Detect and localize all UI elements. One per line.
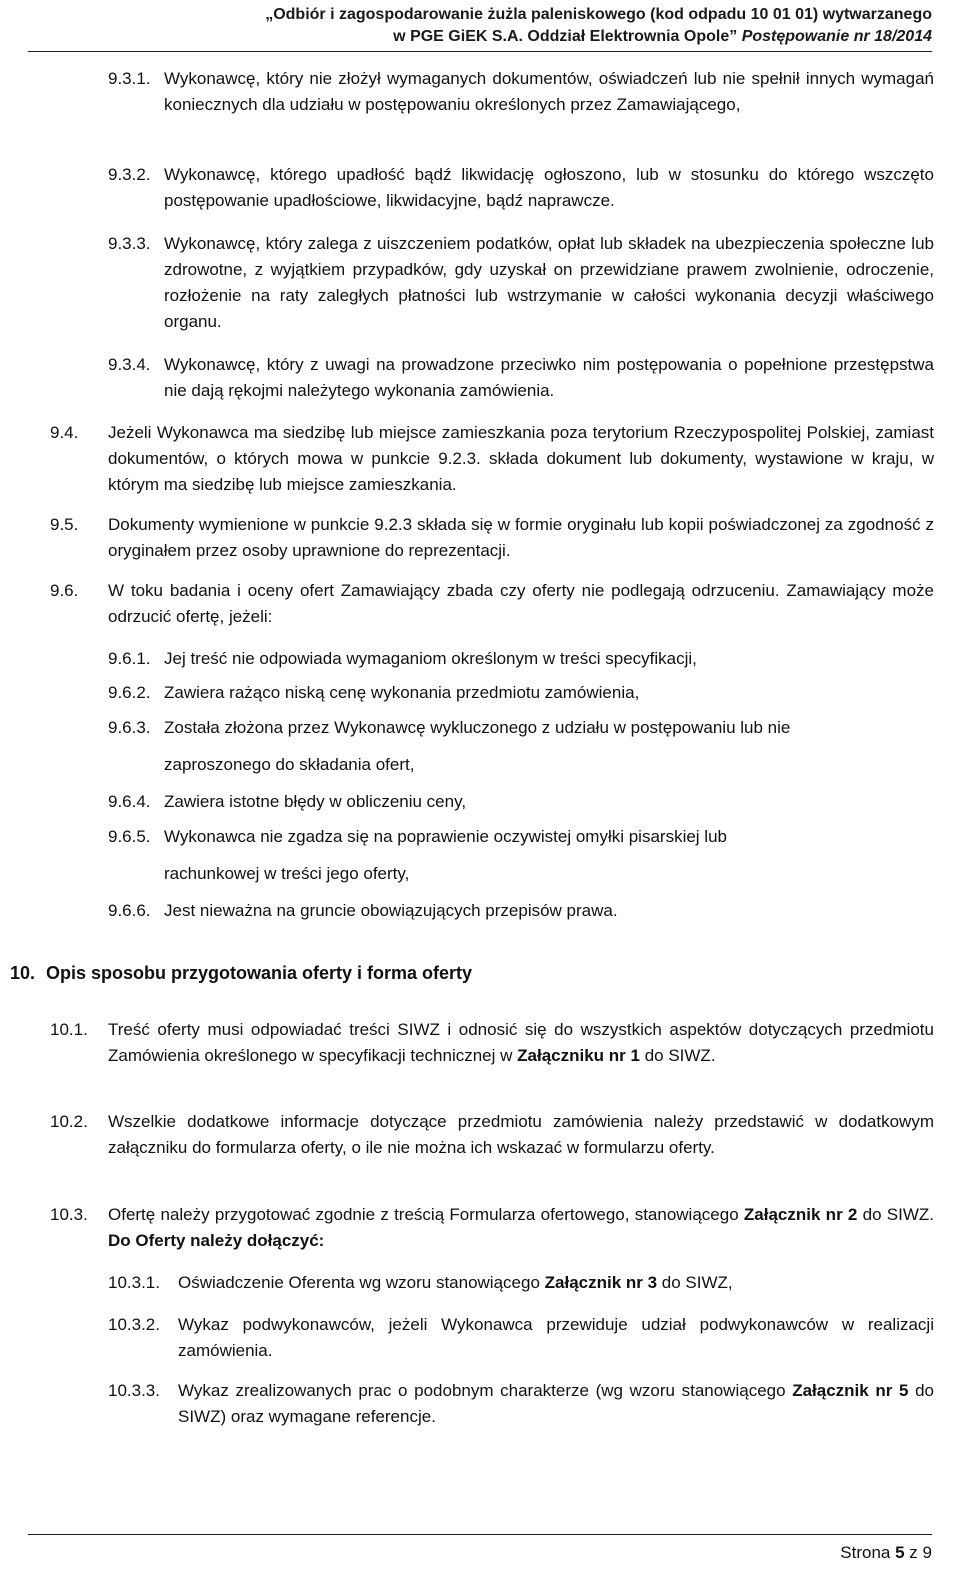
item-text-9-6-1: Jej treść nie odpowiada wymaganiom określonym w treści specyfikacji, [164,649,697,668]
item-number-10-1: 10.1. [50,1020,88,1039]
item-number-9-6: 9.6. [50,581,79,600]
item-number-9-3-1: 9.3.1. [108,69,151,88]
item-number-10-3-3: 10.3.3. [108,1381,160,1400]
item-number-9-6-5: 9.6.5. [108,827,151,846]
item-text-9-6-6: Jest nieważna na gruncie obowiązujących przepisów prawa. [164,901,618,920]
attachment-5-ref: Załącznik nr 5 [792,1381,909,1400]
item-number-9-5: 9.5. [50,515,79,534]
footer-divider [28,1534,932,1535]
item-number-9-6-1: 9.6.1. [108,649,151,668]
item-text-10-3-a: Ofertę należy przygotować zgodnie z treścią Formularza ofertowego, stanowiącego [108,1205,744,1224]
item-text-9-5: Dokumenty wymienione w punkcie 9.2.3 składa się w formie oryginału lub kopii poświadczonej za zgodność z oryginałem przez osoby uprawnione do reprezentacji. [108,515,934,560]
item-text-10-3 [108,1202,934,1254]
section-10-number: 10. [10,963,36,983]
item-text-9-4: Jeżeli Wykonawca ma siedzibę lub miejsce zamieszkania poza terytorium Rzeczypospolitej Polskiej, zamiast dokumentów, o których mowa w punkcie 9.2.3. składa dokument lub dokumenty, wystawione w kraju, w którym ma siedzibę lub miejsce zamieszkania. [108,423,934,494]
item-text-10-1 [108,1017,934,1069]
item-text-9-6-3-line-1: Została złożona przez Wykonawcę wykluczonego z udziału w postępowaniu lub nie [164,718,791,737]
attachment-1-ref: Załączniku nr 1 [517,1046,640,1065]
item-text-9-3-4: Wykonawcę, który z uwagi na prowadzone przeciwko nim postępowania o popełnione przestępstwa nie dają rękojmi należytego wykonania zamówienia. [164,355,934,400]
item-text-10-3-1-b: do SIWZ, [657,1273,733,1292]
item-text-10-3-2: Wykaz podwykonawców, jeżeli Wykonawca przewiduje udział podwykonawców w realizacji zamówienia. [178,1315,934,1360]
header-line-1: „Odbiór i zagospodarowanie żużla paleniskowego (kod odpadu 10 01 01) wytwarzanego [265,6,932,23]
item-number-9-6-2: 9.6.2. [108,683,151,702]
item-text-9-6-5-line-2: rachunkowej w treści jego oferty, [164,864,410,883]
footer-page-number: 5 [895,1543,905,1562]
item-text-10-1-b: do SIWZ. [639,1046,716,1065]
item-number-9-6-4: 9.6.4. [108,792,151,811]
item-text-9-6-2: Zawiera rażąco niską cenę wykonania przedmiotu zamówienia, [164,683,640,702]
item-number-9-3-2: 9.3.2. [108,165,151,184]
footer-prefix: Strona [840,1543,891,1562]
item-number-9-6-6: 9.6.6. [108,901,151,920]
item-text-10-3-3-b: do SIWZ) oraz wymagane referencje. [178,1381,935,1426]
item-text-10-3-3-a: Wykaz zrealizowanych prac o podobnym charakterze (wg wzoru stanowiącego [178,1381,793,1400]
item-text-10-3-b: do SIWZ. [857,1205,935,1224]
item-text-9-3-3: Wykonawcę, który zalega z uiszczeniem podatków, opłat lub składek na ubezpieczenia społeczne lub zdrowotne, z wyjątkiem przypadków, gdy uzyskał on przewidziane prawem zwolnienie, odroczenie, rozłożenie na raty zaległych płatności lub wstrzymanie w całości wykonania decyzji właściwego organu. [164,234,934,331]
item-number-10-3: 10.3. [50,1205,88,1224]
item-number-10-2: 10.2. [50,1112,88,1131]
item-number-9-3-3: 9.3.3. [108,234,151,253]
header-divider [28,51,932,52]
item-text-10-3-3 [178,1378,934,1430]
header-line-2-plain: w PGE GiEK S.A. Oddział Elektrownia Opole” [393,28,738,45]
attach-list-heading: Do Oferty należy dołączyć: [108,1231,325,1250]
item-number-9-4: 9.4. [50,423,79,442]
item-text-9-6-4: Zawiera istotne błędy w obliczeniu ceny, [164,792,467,811]
attachment-3-ref: Załącznik nr 3 [544,1273,658,1292]
item-number-10-3-1: 10.3.1. [108,1273,160,1292]
page-footer [840,1540,932,1566]
footer-total-pages: 9 [922,1543,932,1562]
item-text-9-6-3-line-2: zaproszonego do składania ofert, [164,755,415,774]
footer-mid: z [909,1543,918,1562]
item-text-9-3-2: Wykonawcę, którego upadłość bądź likwidację ogłoszono, lub w stosunku do którego wszczęto postępowanie upadłościowe, likwidacyjne, bądź naprawcze. [164,165,934,210]
item-text-9-3-1: Wykonawcę, który nie złożył wymaganych dokumentów, oświadczeń lub nie spełnił innych wymagań koniecznych dla udziału w postępowaniu określonych przez Zamawiającego, [164,69,934,114]
item-text-10-3-1 [178,1270,934,1296]
header-line-2 [172,26,932,48]
attachment-2-ref: Załącznik nr 2 [743,1205,858,1224]
header-procedure-number: Postępowanie nr 18/2014 [741,28,932,45]
item-text-10-1-a: Treść oferty musi odpowiadać treści SIWZ i odnosić się do wszystkich aspektów dotyczących przedmiotu Zamówienia określonego w specyfikacji technicznej w [108,1020,934,1065]
page-header [172,4,932,48]
item-number-10-3-2: 10.3.2. [108,1315,160,1334]
item-text-9-6-5-line-1: Wykonawca nie zgadza się na poprawienie oczywistej omyłki pisarskiej lub [164,827,727,846]
item-text-10-2: Wszelkie dodatkowe informacje dotyczące przedmiotu zamówienia należy przedstawić w dodatkowym załączniku do formularza oferty, o ile nie można ich wskazać w formularzu oferty. [108,1112,934,1157]
section-10-title: Opis sposobu przygotowania oferty i forma oferty [46,963,473,983]
item-text-9-6: W toku badania i oceny ofert Zamawiający zbada czy oferty nie podlegają odrzuceniu. Zamawiający może odrzucić ofertę, jeżeli: [108,581,934,626]
item-number-9-6-3: 9.6.3. [108,718,151,737]
item-number-9-3-4: 9.3.4. [108,355,151,374]
item-text-10-3-1-a: Oświadczenie Oferenta wg wzoru stanowiącego [178,1273,545,1292]
